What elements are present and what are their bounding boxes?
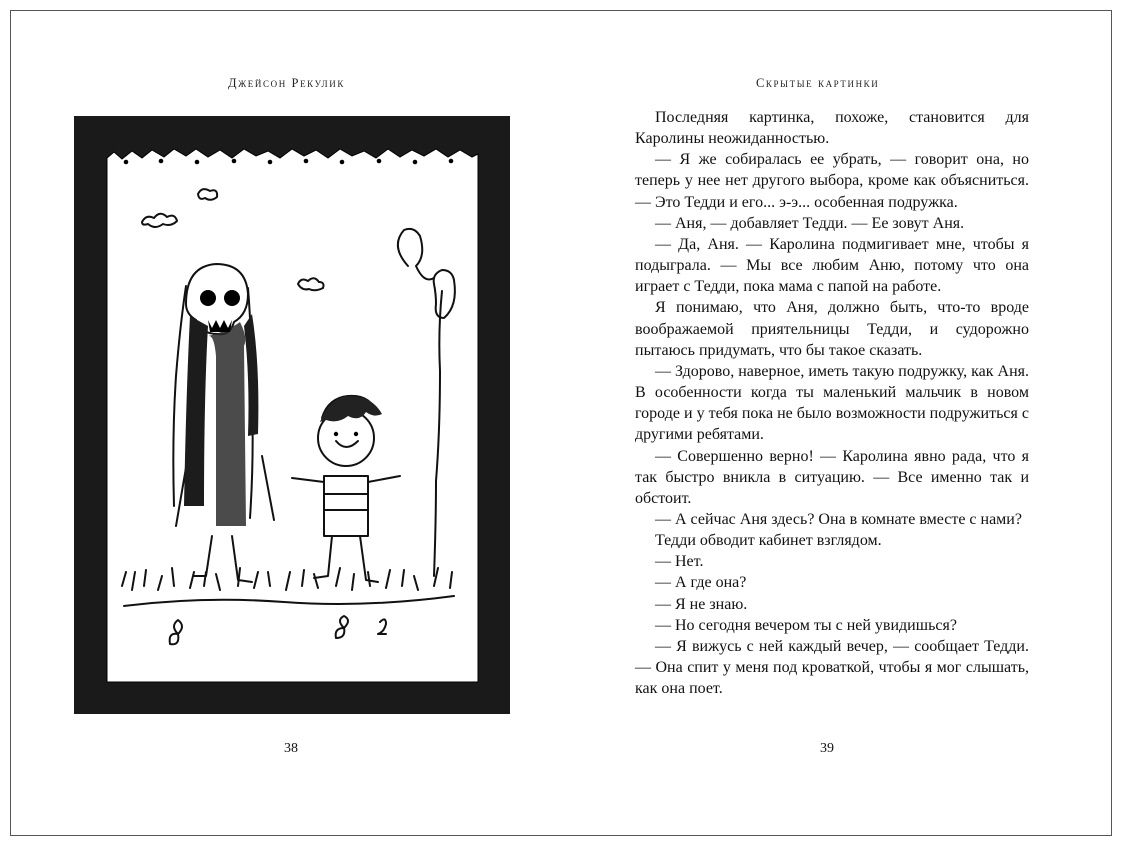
paragraph: Я понимаю, что Аня, должно быть, что-то вроде воображаемой приятельницы Тедди, и судорожно пытаюсь придумать, что бы такое сказать. — [635, 299, 1029, 359]
paragraph: — Но сегодня вечером ты с ней увидишься? — [655, 616, 957, 634]
body-text — [635, 107, 1029, 699]
paragraph: — Аня, — добавляет Тедди. — Ее зовут Аня. — [655, 214, 965, 232]
paragraph: — Я вижусь с ней каждый вечер, — сообщает Тедди. — Она спит у меня под кроваткой, чтобы я мог слышать, как она поет. — [635, 637, 1029, 698]
paragraph: Последняя картинка, похоже, становится для Каролины неожиданностью. — [635, 109, 1029, 148]
page-number-left: 38 — [284, 741, 298, 756]
child-drawing-illustration — [74, 116, 510, 714]
paragraph: — Да, Аня. — Каролина подмигивает мне, чтобы я подыграла. — Мы все любим Аню, потому что она играет с Тедди, пока мама с папой на работе. — [635, 235, 1029, 296]
child-drawing-icon — [74, 116, 510, 714]
paragraph: — Нет. — [655, 553, 704, 571]
paragraph: — А сейчас Аня здесь? Она в комнате вместе с нами? — [655, 510, 1022, 528]
paragraph: — Совершенно верно! — Каролина явно рада, что я так быстро вникла в ситуацию. — Все именно так и обстоит. — [635, 447, 1029, 507]
paragraph: — Я же собиралась ее убрать, — говорит она, но теперь у нее нет другого выбора, кроме как объясниться. — Это Тедди и его... э-э... особенная подружка. — [635, 151, 1029, 211]
paragraph: — Здорово, наверное, иметь такую подружку, как Аня. В особенности когда ты маленький мальчик в новом городе и у тебя пока не было возможности подружиться с другими ребятами. — [635, 362, 1029, 444]
running-head-author: Джейсон Рекулик — [228, 76, 345, 90]
paragraph: — А где она? — [655, 574, 747, 592]
running-head-title: Скрытые картинки — [756, 76, 880, 90]
page-number-right: 39 — [820, 741, 834, 756]
paragraph: Тедди обводит кабинет взглядом. — [655, 532, 882, 550]
paragraph: — Я не знаю. — [655, 595, 748, 613]
